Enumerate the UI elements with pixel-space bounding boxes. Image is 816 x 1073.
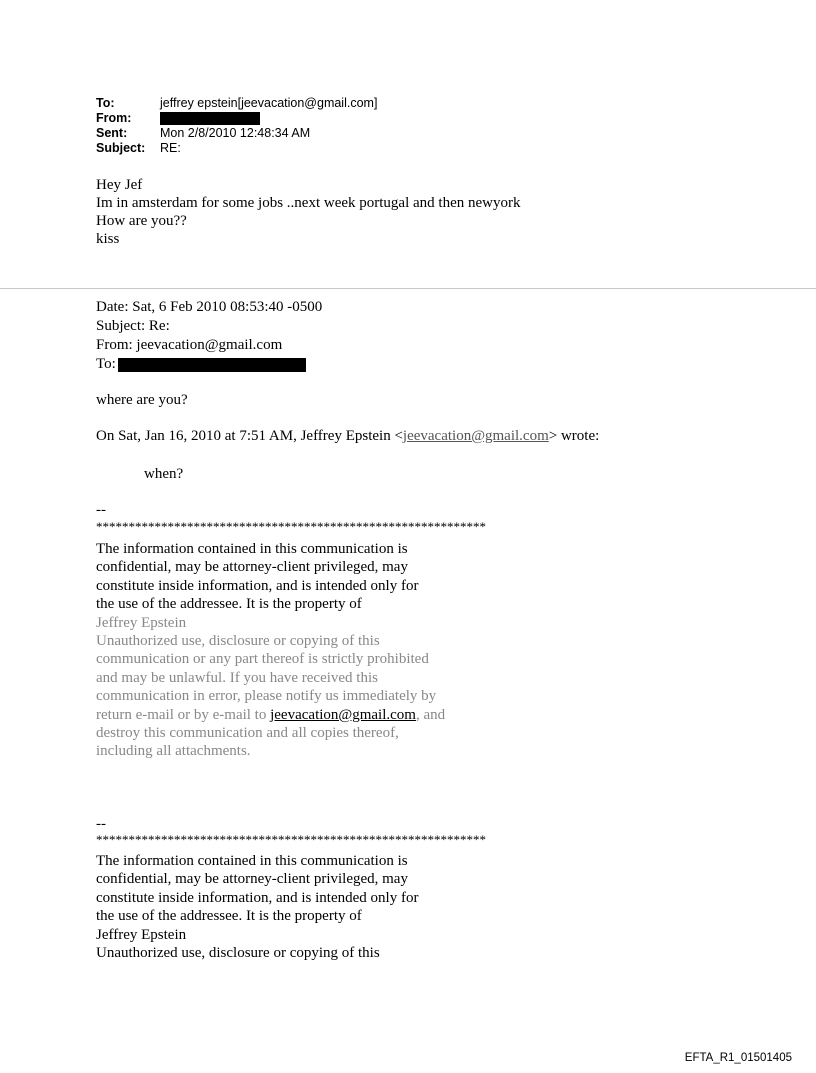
disclaimer-2 (96, 852, 418, 962)
disclaimer-email-suffix: , and (415, 706, 446, 723)
from-label: From: (96, 111, 132, 125)
body-line: Im in amsterdam for some jobs ..next week portugal and then newyork (96, 195, 521, 211)
disclaimer-line: Jeffrey Epstein (96, 614, 187, 631)
disclaimer-line: the use of the addressee. It is the property of (96, 596, 362, 613)
sent-value: Mon 2/8/2010 12:48:34 AM (160, 126, 311, 140)
disclaimer-line: communication or any part thereof is strictly prohibited (96, 651, 429, 668)
disclaimer-email-line (96, 706, 445, 724)
body-line: How are you?? (96, 213, 187, 229)
quoted-to-label: To: (96, 356, 116, 372)
disclaimer-1 (96, 540, 445, 761)
disclaimer-line: including all attachments. (96, 743, 251, 760)
quoted-header (96, 298, 322, 374)
sent-label: Sent: (96, 126, 128, 140)
document-id-footer: EFTA_R1_01501405 (684, 1052, 792, 1064)
disclaimer-email-prefix: return e-mail or by e-mail to (96, 706, 271, 723)
disclaimer-line: Unauthorized use, disclosure or copying of this (96, 633, 380, 650)
disclaimer-line: and may be unlawful. If you have received this (96, 669, 378, 686)
quoted-to-row (96, 355, 322, 374)
signature-dashes: -- (96, 502, 106, 518)
subject-value: RE: (160, 141, 181, 155)
disclaimer-line: The information contained in this communication is (96, 541, 408, 557)
attribution-email-link[interactable]: jeevacation@gmail.com (402, 428, 549, 444)
quoted-from: From: jeevacation@gmail.com (96, 337, 283, 353)
attribution-line (96, 427, 599, 445)
disclaimer-line: Jeffrey Epstein (96, 926, 187, 943)
disclaimer-line: The information contained in this communication is (96, 853, 408, 869)
disclaimer-line: confidential, may be attorney-client privileged, may (96, 559, 408, 576)
body-line: kiss (96, 231, 120, 247)
body-line: Hey Jef (96, 177, 143, 193)
signature-dashes-2: -- (96, 816, 106, 832)
signature-stars-2: ************************************************************ (96, 832, 486, 847)
divider (0, 288, 816, 289)
disclaimer-line: communication in error, please notify us immediately by (96, 688, 437, 705)
disclaimer-email-link[interactable]: jeevacation@gmail.com (270, 706, 416, 723)
disclaimer-line: confidential, may be attorney-client privileged, may (96, 871, 408, 888)
subject-label: Subject: (96, 141, 146, 155)
disclaimer-line: constitute inside information, and is intended only for (96, 889, 419, 906)
signature-stars: ************************************************************ (96, 519, 486, 534)
disclaimer-line: the use of the addressee. It is the property of (96, 908, 362, 925)
quoted-text: when? (144, 466, 184, 482)
attribution-suffix: > wrote: (548, 428, 600, 444)
disclaimer-line: Unauthorized use, disclosure or copying of this (96, 945, 380, 962)
from-value-redacted (160, 111, 260, 126)
disclaimer-line: destroy this communication and all copies thereof, (96, 725, 399, 742)
quoted-to-redacted (118, 358, 306, 372)
quoted-subject: Subject: Re: (96, 318, 170, 334)
quoted-date: Date: Sat, 6 Feb 2010 08:53:40 -0500 (96, 299, 323, 315)
to-label: To: (96, 96, 115, 110)
attribution-prefix: On Sat, Jan 16, 2010 at 7:51 AM, Jeffrey Epstein < (96, 428, 403, 444)
reply-text: where are you? (96, 392, 188, 408)
to-value: jeffrey epstein[jeevacation@gmail.com] (160, 96, 378, 110)
message-body (96, 176, 520, 248)
disclaimer-line: constitute inside information, and is intended only for (96, 577, 419, 594)
